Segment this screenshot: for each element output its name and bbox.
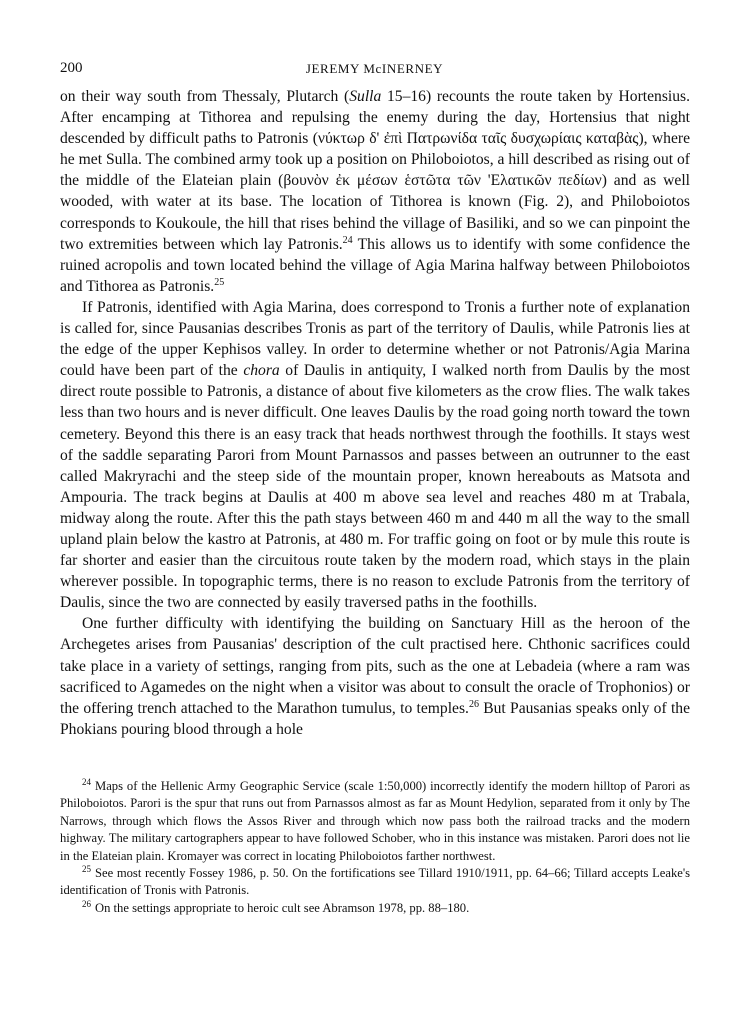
text-run: If Patronis, identified with Agia Marina, does correspond to Tronis a further note of explanation is called for, since Pausanias describes Tronis as part of the territory of Daulis, while Patronis lies at the edge of the upper Kephisos valley. In order to determine whether or not Patronis/Agia Marina could have been part of the [60,298,690,380]
text-run: of Daulis in antiquity, I walked north from Daulis by the most direct route possible to Patronis, a distance of about five kilometers as the crow flies. The walk takes less than two hours and is never difficult. One leaves Daulis by the road going north toward the town cemetery. Beyond this there is an easy track that heads northwest through the foothills. It stays west of the saddle separating Parori from Mount Parnassos and passes between an outrunner to the east called Makryrachi and the steep side of the mountain proper, known hereabouts as Matsota and Ampouria. The track begins at Daulis at 400 m above sea level and reaches 480 m at Trabala, midway along the route. After this the path stays between 460 m and 440 m all the way to the small upland plain below the kastro at Patronis, at 480 m. For traffic going on foot or by mule this route is far shorter and easier than the circuitous route taken by the modern road, which stays in the plain wherever possible. In topographic terms, there is no reason to exclude Patronis from the territory of Daulis, since the two are connected by easily traversed paths in the foothills. [60,362,690,612]
footnote [60,865,690,900]
text-run: But Pausanias speaks only of the Phokians pouring blood through a hole [60,699,691,738]
footnotes [60,778,690,917]
paragraph-3 [60,613,690,740]
paragraph-1 [60,86,690,297]
italic-title: Sulla [349,88,382,105]
italic-term: chora [243,362,280,380]
footnote-text: On the settings appropriate to heroic cult see Abramson 1978, pp. 88–180. [95,900,470,915]
footnote-ref: 26 [468,698,479,710]
footnote-text: See most recently Fossey 1986, p. 50. On the fortifications see Tillard 1910/1911, pp. 64–66; Tillard accepts Leake's identification of Tronis with Patronis. [60,866,690,898]
footnote-text: Maps of the Hellenic Army Geographic Service (scale 1:50,000) incorrectly identify the modern hilltop of Parori as Philoboiotos. Parori is the spur that runs out from Parnassos almost as far as Mount Hedylion, separated from it only by The Narrows, through which flows the Assos River and through which now pass both the railroad tracks and the modern highway. The military cartographers appear to have followed Schober, who in this instance was mistaken. Parori does not lie in the Elateian plain. Kromayer was correct in locating Philoboiotos farther northwest. [60,779,690,863]
page-header [60,60,689,82]
running-head: JEREMY McINERNEY [305,61,444,76]
text-run: 15–16) recounts the route taken by Hortensius. After encamping at Tithorea and repulsing the enemy during the day, Hortensius that night descended by difficult paths to Patronis (νύκτωρ δ' ἐπὶ Πατρωνίδα ταῖς δυσχωρίαις καταβὰς), where he met Sulla. The combined army took up a position on Philoboiotos, a hill described as rising out of the middle of the Elateian plain (βουνὸν ἐκ μέσων ἑστῶτα τῶν 'Ελατικῶν πεδίων) and as well wooded, with water at its base. The location of Tithorea is known (Fig. 2), and Philoboiotos corresponds to Koukoule, the hill that rises behind the village of Basiliki, and so we can pinpoint the two extremities between which lay Patronis. [60,88,690,253]
footnote [60,778,690,865]
text-run: This allows us to identify with some confidence the ruined acropolis and town located behind the village of Agia Marina halfway between Philoboiotos and Tithorea as Patronis. [60,235,690,295]
footnote-number: 25 [82,864,91,875]
footnote-ref: 25 [214,276,225,288]
paragraph-2 [60,297,690,613]
footnote [60,900,690,917]
footnote-ref: 24 [342,234,353,246]
page-number: 200 [60,60,83,76]
text-run: One further difficulty with identifying the building on Sanctuary Hill as the heroon of the Archegetes arises from Pausanias' description of the cult practised here. Chthonic sacrifices could take place in a variety of settings, ranging from pits, such as the one at Lebadeia (where a ram was sacrificed to Agamedes on the night when a visitor was about to consult the oracle of Trophonios) or the offering trench attached to the Marathon tumulus, to temples. [60,615,690,717]
text-run: on their way south from Thessaly, Plutarch ( [60,88,350,105]
footnote-number: 26 [82,898,91,909]
body-text [60,86,690,740]
footnote-number: 24 [82,777,91,787]
